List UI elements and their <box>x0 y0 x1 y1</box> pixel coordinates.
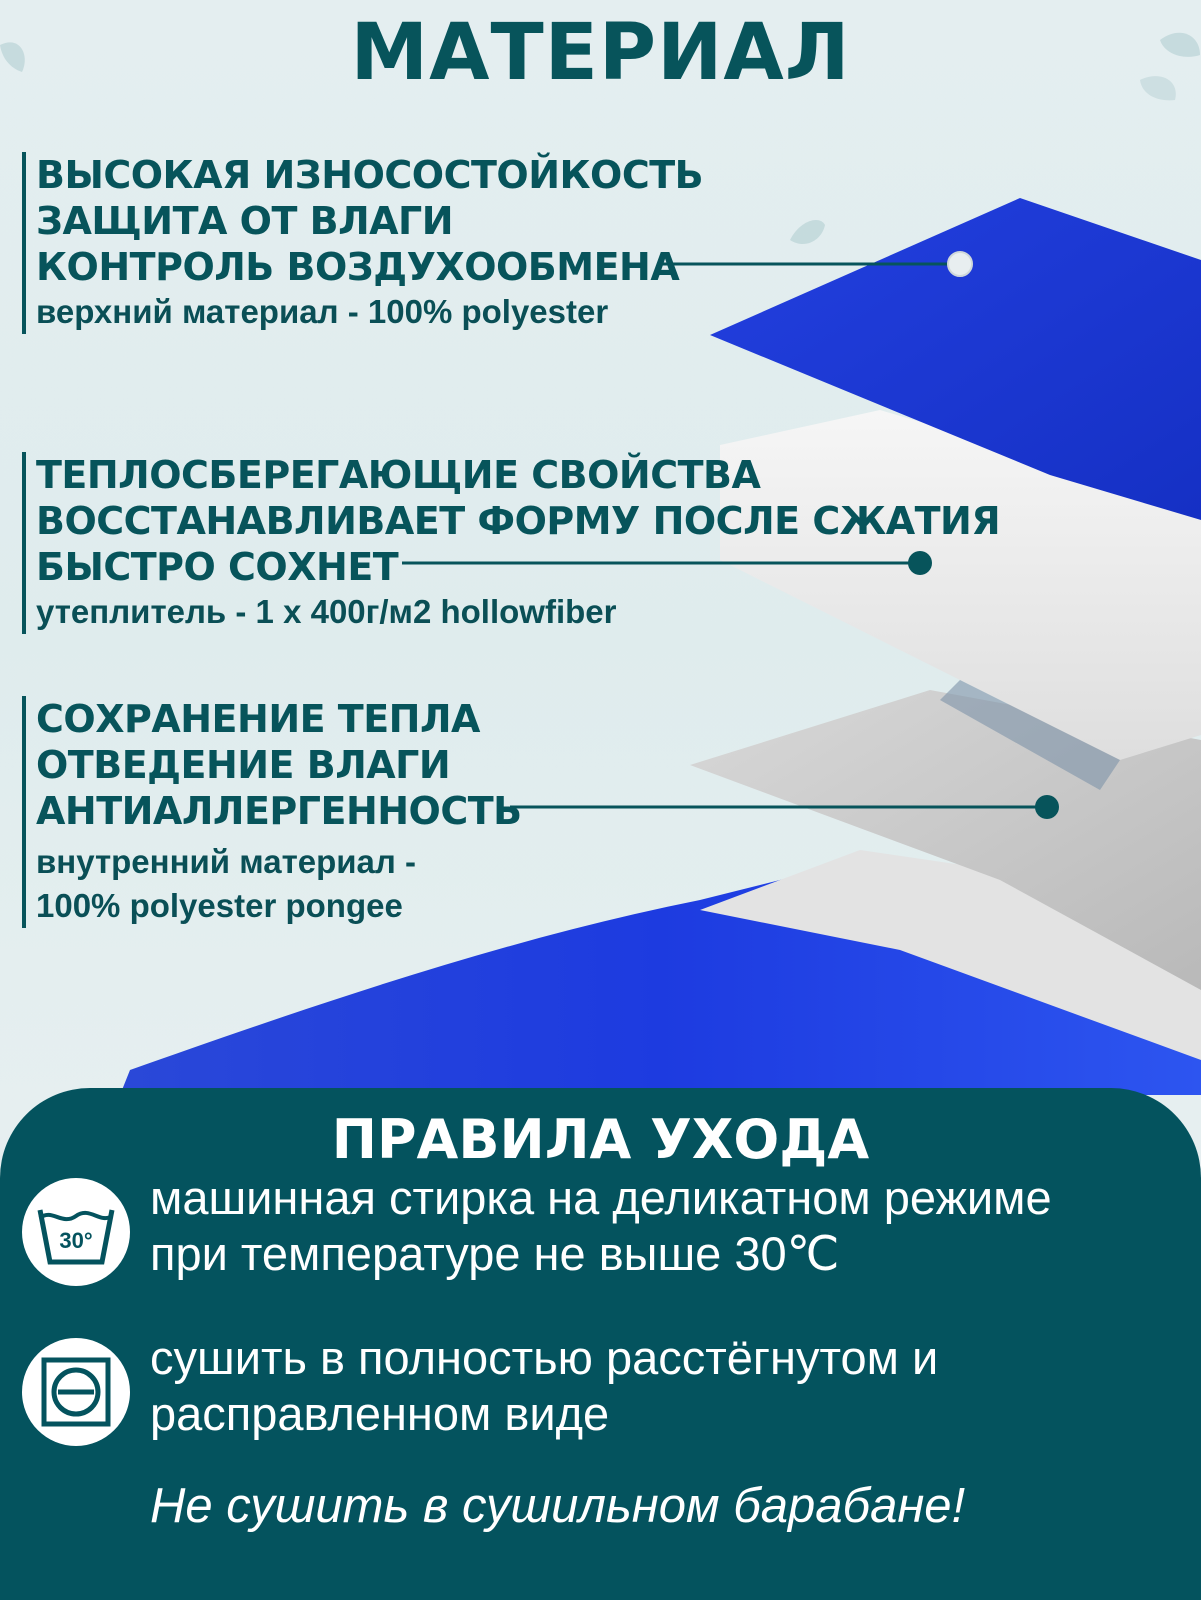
layer-heading: БЫСТРО СОХНЕТ <box>36 545 399 589</box>
care-warning: Не сушить в сушильном барабане! <box>150 1479 966 1533</box>
wash-temp-label: 30° <box>59 1228 93 1253</box>
layer-material-note: верхний материал - 100% polyester <box>36 293 609 330</box>
connector-dot-3 <box>1035 795 1059 819</box>
care-text <box>150 1330 1201 1442</box>
layer-material-note: внутренний материал - <box>36 843 417 880</box>
layer-heading: ВЫСОКАЯ ИЗНОСОСТОЙКОСТЬ <box>36 153 704 197</box>
layer-heading: АНТИАЛЛЕРГЕННОСТЬ <box>36 789 522 833</box>
care-text-line: сушить в полностью расстёгнутом и <box>150 1331 939 1384</box>
layer-heading: ВОССТАНАВЛИВАЕТ ФОРМУ ПОСЛЕ СЖАТИЯ <box>36 499 1001 543</box>
layer-heading: ЗАЩИТА ОТ ВЛАГИ <box>36 199 454 243</box>
layer-outer-description <box>22 152 703 334</box>
leaf-icon <box>790 220 825 244</box>
care-text-line: расправленном виде <box>150 1387 610 1440</box>
layer-heading: КОНТРОЛЬ ВОЗДУХООБМЕНА <box>36 245 680 289</box>
layer-material-note: утеплитель - 1 х 400г/м2 hollowfiber <box>36 593 617 630</box>
care-section <box>0 1088 1201 1600</box>
layer-material-note: 100% polyester pongee <box>36 887 403 924</box>
layer-heading: СОХРАНЕНИЕ ТЕПЛА <box>36 697 480 741</box>
layer-insulation-description <box>22 452 1000 634</box>
care-text <box>150 1170 1201 1282</box>
layer-lining-description <box>22 696 522 928</box>
care-text-line: машинная стирка на деликатном режиме <box>150 1171 1052 1224</box>
care-text-line: при температуре не выше 30℃ <box>150 1227 840 1280</box>
page-title: МАТЕРИАЛ <box>350 8 851 98</box>
layer-heading: ОТВЕДЕНИЕ ВЛАГИ <box>36 743 451 787</box>
wash-30-icon <box>22 1178 130 1286</box>
care-title: ПРАВИЛА УХОДА <box>331 1108 870 1171</box>
connector-dot-1 <box>948 252 972 276</box>
tumble-dry-icon <box>22 1338 130 1446</box>
layer-heading: ТЕПЛОСБЕРЕГАЮЩИЕ СВОЙСТВА <box>36 453 761 497</box>
